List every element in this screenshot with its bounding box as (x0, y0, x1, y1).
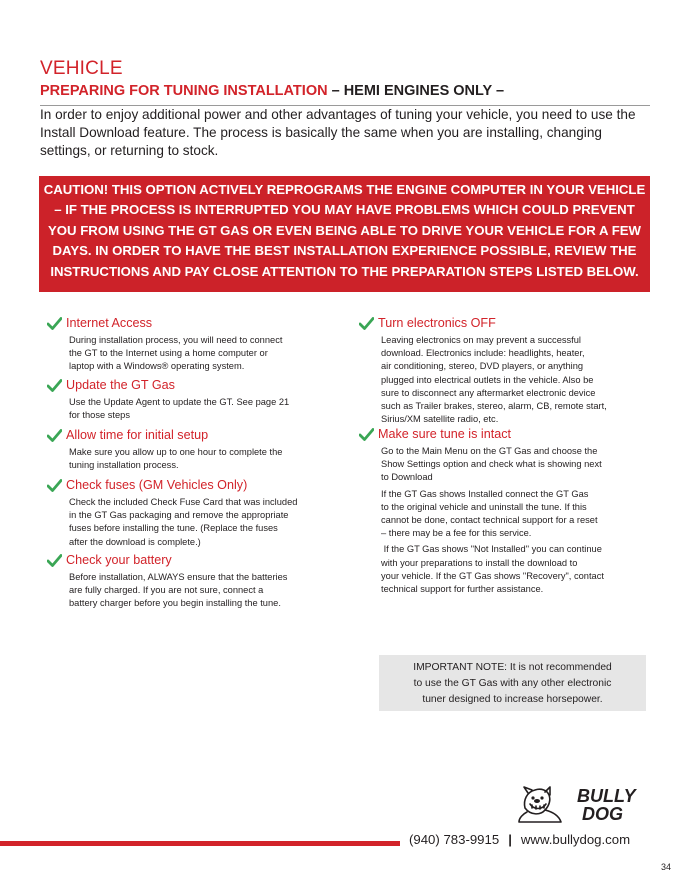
text-line: after the download is complete.) (69, 536, 201, 547)
text-line: sure to disconnect any aftermarket electronic device (381, 387, 596, 398)
text-line: are fully charged. If you are not sure, connect a (69, 585, 264, 596)
text-line: Show Settings option and check what is showing next (381, 459, 602, 470)
subtitle-main: PREPARING FOR TUNING INSTALLATION (40, 83, 328, 99)
caution-line: DAYS. IN ORDER TO HAVE THE BEST INSTALLATION EXPERIENCE POSSIBLE, REVIEW THE (52, 243, 637, 259)
text-line: air conditioning, stereo, DVD players, or anything (381, 361, 584, 372)
page-number: 34 (661, 862, 672, 872)
caution-box (39, 176, 650, 292)
footer-accent-bar (0, 841, 400, 846)
text-line: battery charger before you begin installing the tune. (69, 598, 281, 609)
text-line: your vehicle. If the GT Gas shows "Recovery", contact (381, 570, 604, 581)
text-line: fuses before installing the tune. (Replace the fuses (69, 523, 278, 534)
text-line: – there may be a fee for this service. (381, 528, 532, 539)
checklist-item-check-battery (47, 553, 287, 611)
checkmark-icon (359, 317, 374, 330)
important-note-line: to use the GT Gas with any other electronic (413, 678, 612, 689)
text-line: tuning installation process. (69, 460, 179, 471)
subtitle-qualifier: – HEMI ENGINES ONLY – (327, 83, 505, 99)
checklist-item-initial-setup (47, 428, 282, 472)
important-note-line: tuner designed to increase horsepower. (422, 694, 603, 705)
checklist-item-title: Check fuses (GM Vehicles Only) (66, 478, 248, 492)
logo-text-line2: DOG (582, 804, 624, 824)
caution-line: INSTRUCTIONS AND PAY CLOSE ATTENTION TO THE PREPARATION STEPS LISTED BELOW. (50, 263, 639, 279)
text-line: During installation process, you will need to connect (69, 335, 283, 345)
checklist-item-title: Make sure tune is intact (378, 427, 511, 441)
caution-line: CAUTION! THIS OPTION ACTIVELY REPROGRAMS THE ENGINE COMPUTER IN YOUR VEHICLE (43, 182, 646, 197)
checkmark-icon (47, 554, 62, 567)
checklist-item-update-gt-gas (47, 378, 289, 422)
text-line: cannot be done, contact technical support for a reset (381, 515, 598, 526)
checklist-item-title: Internet Access (66, 316, 153, 330)
website-link[interactable]: www.bullydog.com (520, 832, 631, 847)
text-line: to Download (381, 472, 433, 483)
text-line: Make sure you allow up to one hour to complete the (69, 447, 283, 457)
text-line: If the GT Gas shows "Not Installed" you can continue (381, 544, 602, 555)
important-note (379, 655, 646, 711)
text-line: the GT to the Internet using a home computer or (69, 348, 268, 359)
checkmark-icon (47, 479, 62, 492)
footer-separator: | (508, 832, 512, 847)
checkmark-icon (47, 379, 62, 392)
text-line: download. Electronics include: headlights, heater, (381, 348, 585, 359)
important-note-line: IMPORTANT NOTE: It is not recommended (413, 662, 612, 673)
intro-paragraph: In order to enjoy additional power and other advantages of tuning your vehicle, you need to use the Install Download feature. The process is basically the same when you are installing, changing settings, or returning to stock. (40, 107, 636, 158)
checklist-item-text (69, 396, 289, 422)
checklist-item-title: Turn electronics OFF (378, 316, 496, 330)
bully-dog-logo (515, 780, 655, 826)
checkmark-icon (359, 428, 374, 441)
checklist-item-text (69, 571, 287, 611)
checklist-item-title: Allow time for initial setup (66, 428, 209, 442)
text-line: for those steps (69, 410, 130, 421)
checklist-item-text (69, 496, 297, 549)
caution-line: – IF THE PROCESS IS INTERRUPTED YOU MAY HAVE PROBLEMS WHICH COULD PREVENT (54, 202, 635, 218)
text-line: plugged into electrical outlets in the vehicle. Also be (381, 374, 594, 385)
text-line: technical support for further assistance. (381, 584, 544, 595)
text-line: such as Trailer brakes, stereo, alarm, CB, remote start, (381, 401, 607, 412)
checklist-item-text (69, 334, 282, 374)
text-line: Check the included Check Fuse Card that was included (69, 497, 298, 507)
phone-number: (940) 783-9915 (409, 832, 500, 847)
text-line: laptop with a Windows® operating system. (69, 361, 245, 372)
text-line: Use the Update Agent to update the GT. See page 21 (69, 397, 290, 407)
checklist-item-text (381, 445, 604, 596)
text-line: Sirius/XM satellite radio, etc. (381, 414, 499, 425)
checkmark-icon (47, 429, 62, 442)
text-line: Leaving electronics on may prevent a successful (381, 335, 581, 345)
checklist-item-internet-access (47, 316, 282, 374)
checklist-item-tune-intact (359, 427, 604, 596)
checklist-item-title: Update the GT Gas (66, 378, 175, 392)
text-line: Before installation, ALWAYS ensure that the batteries (69, 572, 288, 582)
text-line: Go to the Main Menu on the GT Gas and choose the (381, 446, 598, 456)
checklist-item-text (381, 334, 607, 426)
checklist-item-title: Check your battery (66, 553, 172, 567)
checkmark-icon (47, 317, 62, 330)
section-title: VEHICLE (40, 58, 123, 79)
text-line: in the GT Gas packaging and remove the appropriate (69, 510, 289, 521)
text-line: with your preparations to install the download to (381, 557, 578, 568)
caution-line: YOU FROM USING THE GT GAS OR EVEN BEING ABLE TO DRIVE YOUR VEHICLE FOR A FEW (48, 222, 641, 238)
page-subtitle (40, 83, 504, 99)
checklist-item-text (69, 446, 282, 472)
text-line: to the original vehicle and uninstall the tune. If this (381, 501, 587, 512)
footer-contact (409, 832, 630, 847)
checklist-item-check-fuses (47, 478, 297, 549)
text-line: If the GT Gas shows Installed connect the GT Gas (381, 488, 589, 499)
logo-text-line1: BULLY (577, 786, 636, 806)
checklist-item-electronics-off (359, 316, 607, 426)
